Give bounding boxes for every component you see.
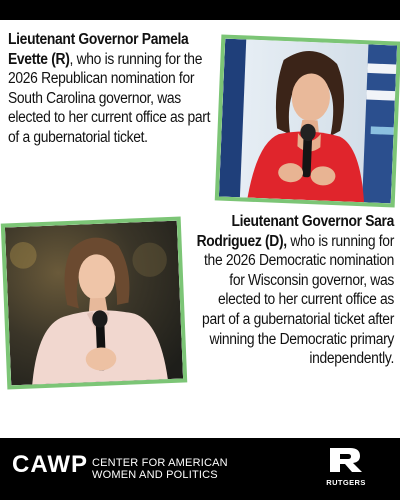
bio-rodriguez <box>194 212 394 369</box>
rutgers-r-icon <box>324 446 368 474</box>
bio-rodriguez-name: Lieutenant Governor Sara Rodriguez (D), <box>196 213 394 250</box>
bio-rodriguez-text: who is running for the 2026 Democratic nomination for Wisconsin governor, was elected to her current office as part of a gubernatorial ticket after winning the Democratic primary independently. <box>202 232 394 368</box>
cawp-name-line-1: CENTER FOR AMERICAN <box>92 457 228 469</box>
rutgers-label: RUTGERS <box>326 478 366 487</box>
bio-evette <box>8 30 213 148</box>
bio-evette-text: , who is running for the 2026 Republican nomination for South Carolina governor, was elected to her current office as part of a gubernatorial ticket. <box>8 50 211 146</box>
photo-rodriguez-image <box>5 221 183 386</box>
photo-evette-image <box>219 39 397 204</box>
cawp-name-line-2: WOMEN AND POLITICS <box>92 469 218 481</box>
photo-evette <box>215 34 400 207</box>
cawp-logo: CAWP <box>12 451 88 478</box>
top-bar <box>0 0 400 20</box>
cawp-name <box>92 457 228 481</box>
bio-evette-name: Lieutenant Governor Pamela Evette (R) <box>8 31 189 68</box>
photo-rodriguez <box>1 216 188 389</box>
footer <box>0 438 400 500</box>
